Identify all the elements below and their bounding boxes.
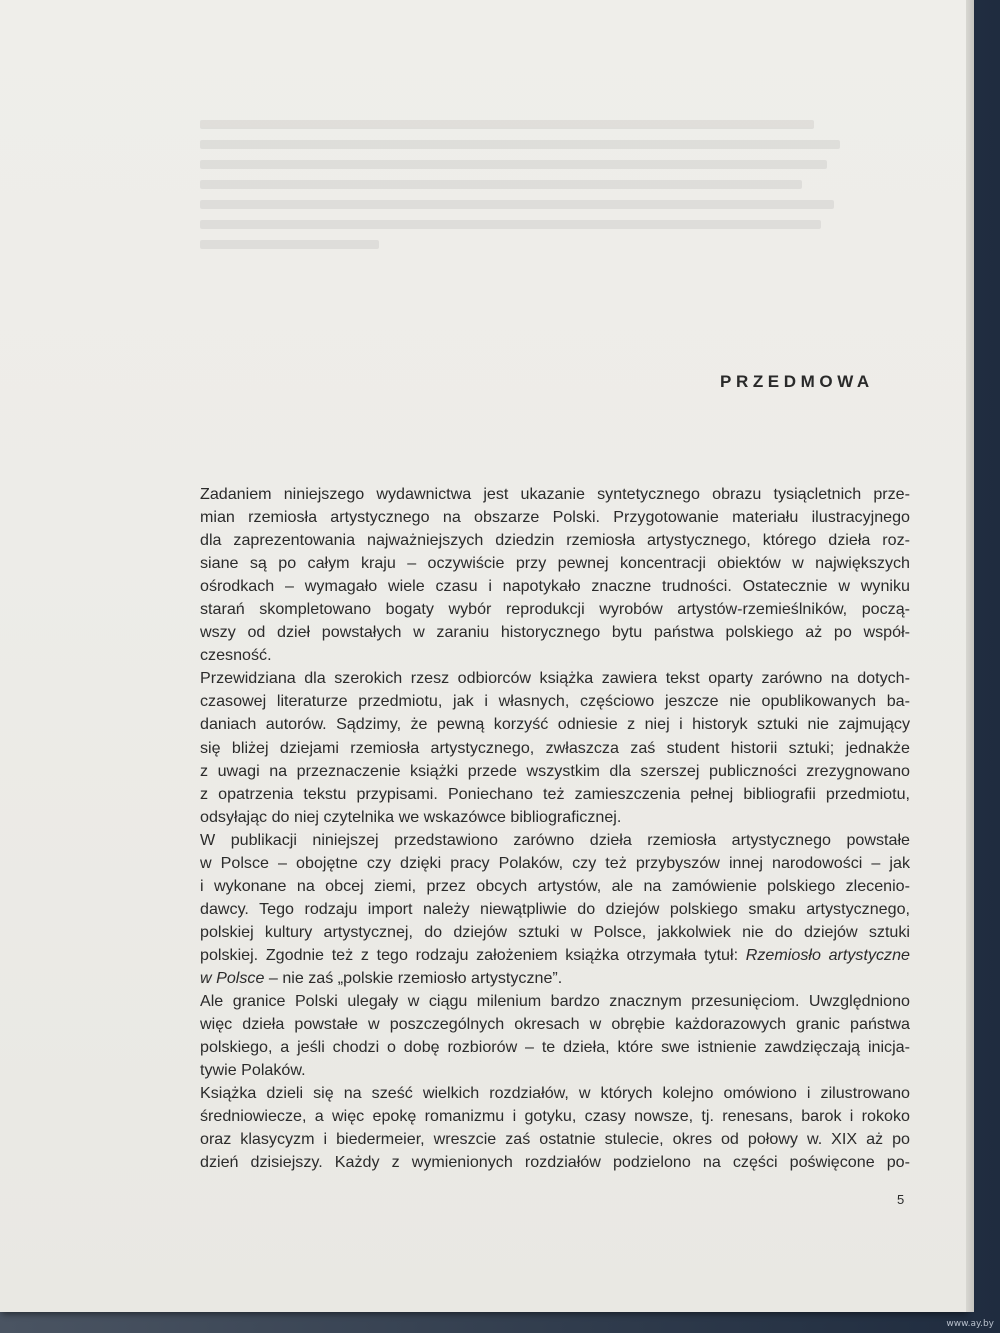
text-line: starań skompletowano bogaty wybór reprodukcji wyrobów artystów-rzemieślników, począ-: [200, 600, 910, 619]
text-line: czesność.: [200, 646, 272, 665]
text-line: ośrodkach – wymagało wiele czasu i napotykało znaczne trudności. Ostatecznie w wyniku: [200, 577, 910, 596]
body-text: [200, 483, 910, 1174]
text-line: oraz klasycyzm i biedermeier, wreszcie zaś ostatnie stulecie, okres od połowy w. XIX aż po: [200, 1130, 910, 1149]
text-line: mian rzemiosła artystycznego na obszarze Polski. Przygotowanie materiału ilustracyjnego: [200, 508, 910, 527]
text-line: dawcy. Tego rodzaju import należy niewątpliwie do dziejów polskiego smaku artystycznego,: [200, 899, 910, 918]
text-line: średniowiecze, a więc epokę romanizmu i gotyku, czasy nowsze, tj. renesans, barok i rokoko: [200, 1107, 910, 1126]
text-line: polskiej. Zgodnie też z tego rodzaju założeniem książka otrzymała tytuł: Rzemiosło artystyczne: [200, 945, 910, 964]
chapter-heading: PRZEDMOWA: [720, 372, 874, 391]
watermark-text: www.ay.by: [946, 1319, 994, 1329]
text-line: polskiej kultury artystycznej, do dziejów sztuki w Polsce, jakkolwiek nie do dziejów sztuki: [200, 922, 910, 941]
text-line: odsyłając do niej czytelnika we wskazówce bibliograficznej.: [200, 807, 622, 826]
text-line: Ale granice Polski ulegały w ciągu milenium bardzo znacznym przesunięciom. Uwzględniono: [200, 992, 910, 1011]
text-line: z opatrzenia tekstu przypisami. Poniechano też zamieszczenia pełnej bibliografii przedmiotu,: [200, 784, 910, 803]
text-line: Książka dzieli się na sześć wielkich rozdziałów, w których kolejno omówiono i zilustrowano: [200, 1084, 910, 1103]
text-line: tywie Polaków.: [200, 1061, 306, 1080]
text-line: z uwagi na przeznaczenie książki przede wszystkim dla szerszej publiczności zrezygnowano: [200, 761, 910, 780]
book-title-italic: Rzemiosło artystyczne: [745, 945, 910, 964]
text-line: siane są po całym kraju – oczywiście przy pewnej koncentracji obiektów w największych: [200, 554, 910, 573]
text-line: dla zaprezentowania najważniejszych dziedzin rzemiosła artystycznego, którego dzieła roz-: [200, 531, 910, 550]
page-edge: [966, 0, 974, 1312]
text-line: i wykonane na obcej ziemi, przez obcych artystów, ale na zamówienie polskiego zlecenio-: [200, 876, 910, 895]
text-line: w Polsce – obojętne czy dzięki pracy Polaków, czy też przybyszów innej narodowości – jak: [200, 853, 910, 872]
text-line: więc dzieła powstałe w poszczególnych okresach w obrębie każdorazowych granic państwa: [200, 1015, 910, 1034]
text-line: czasowej literaturze przedmiotu, jak i własnych, częściowo jeszcze nie opublikowanych ba-: [200, 692, 910, 711]
text-line: wszy od dzieł powstałych w zaraniu historycznego bytu państwa polskiego aż po współ-: [200, 623, 910, 642]
text-line: dzień dzisiejszy. Każdy z wymienionych rozdziałów podzielono na części poświęcone po-: [200, 1153, 910, 1172]
page-number: 5: [897, 1192, 905, 1207]
show-through-text: [200, 120, 840, 280]
text-line: Zadaniem niniejszego wydawnictwa jest ukazanie syntetycznego obrazu tysiącletnich prze-: [200, 485, 910, 503]
text-line: W publikacji niniejszej przedstawiono zarówno dzieła rzemiosła artystycznego powstałe: [200, 830, 910, 849]
text-line: Przewidziana dla szerokich rzesz odbiorców książka zawiera tekst oparty zarówno na dotych-: [200, 669, 910, 688]
book-title-italic: w Polsce: [200, 968, 265, 987]
text-line: daniach autorów. Sądzimy, że pewną korzyść odniesie z niej i historyk sztuki nie zajmujący: [200, 715, 910, 734]
text-line: w Polsce – nie zaś „polskie rzemiosło artystyczne”.: [200, 968, 563, 987]
text-line: się bliżej dziejami rzemiosła artystycznego, zwłaszcza zaś student historii sztuki; jednakże: [200, 738, 910, 757]
text-line: polskiego, a jeśli chodzi o dobę rozbiorów – te dzieła, które swe istnienie zawdzięczają inicja-: [200, 1038, 910, 1057]
